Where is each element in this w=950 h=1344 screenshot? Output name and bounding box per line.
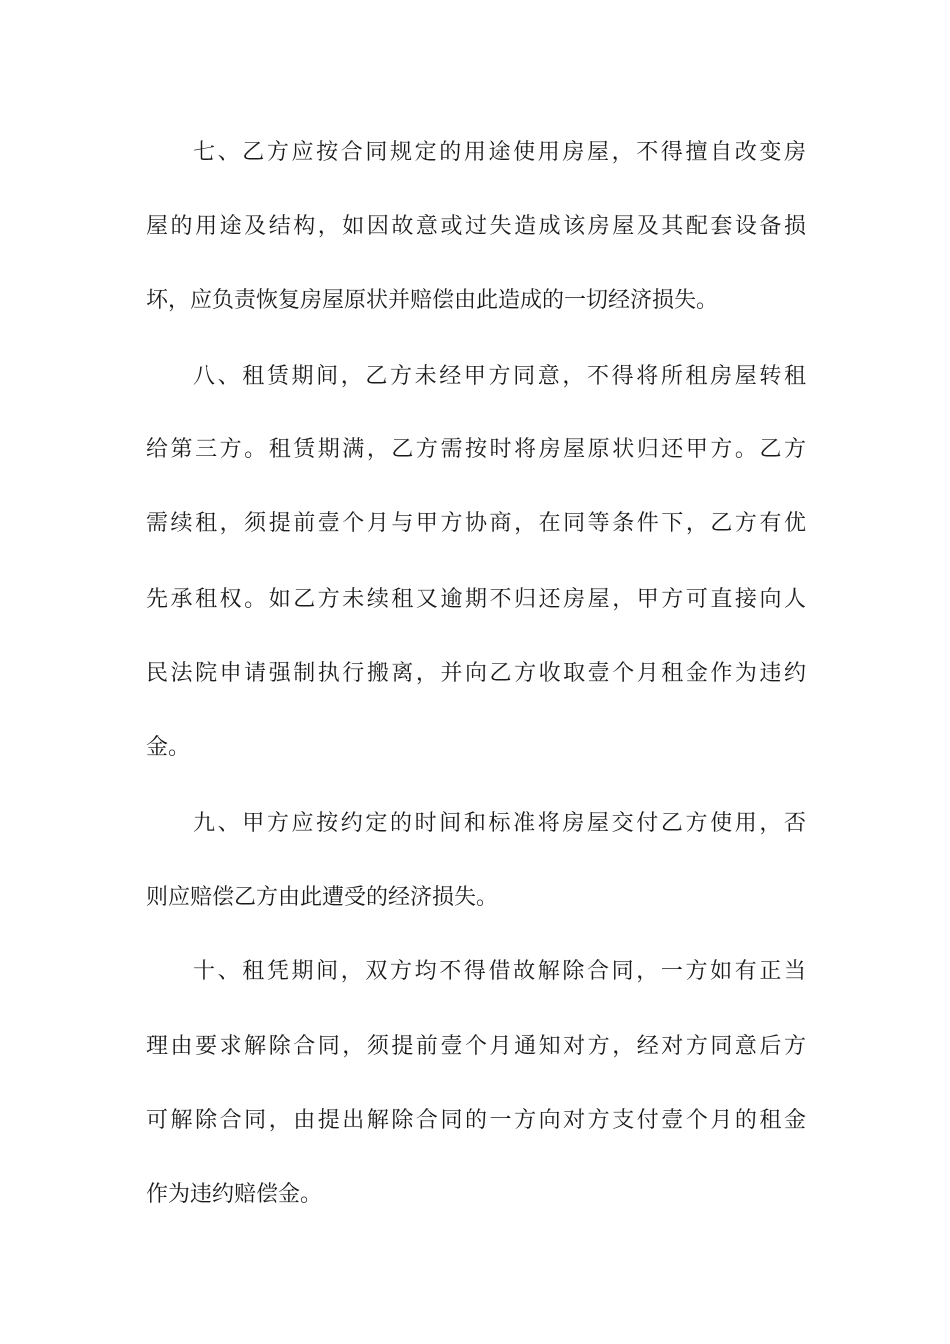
clause-10-line-4: 作为违约赔偿金。 bbox=[146, 1182, 323, 1207]
clause-8-line-6: 金。 bbox=[146, 735, 191, 760]
clause-8-line-4: 先承租权。如乙方未续租又逾期不归还房屋，甲方可直接向人 bbox=[146, 587, 806, 612]
clause-7-line-3: 坏，应负责恢复房屋原状并赔偿由此造成的一切经济损失。 bbox=[146, 288, 719, 313]
clause-8-line-3: 需续租，须提前壹个月与甲方协商，在同等条件下，乙方有优 bbox=[146, 511, 806, 536]
clause-8-line-5: 民法院申请强制执行搬离，并向乙方收取壹个月租金作为违约 bbox=[146, 661, 806, 686]
clause-9-line-1: 九、甲方应按约定的时间和标准将房屋交付乙方使用，否 bbox=[193, 811, 806, 836]
clause-10-line-2: 理由要求解除合同，须提前壹个月通知对方，经对方同意后方 bbox=[146, 1034, 806, 1059]
clause-7-line-1: 七、乙方应按合同规定的用途使用房屋，不得擅自改变房 bbox=[193, 140, 806, 165]
clause-8-line-1: 八、租赁期间，乙方未经甲方同意，不得将所租房屋转租 bbox=[193, 364, 806, 389]
clause-9-line-2: 则应赔偿乙方由此遭受的经济损失。 bbox=[146, 885, 499, 910]
clause-8-line-2: 给第三方。租赁期满，乙方需按时将房屋原状归还甲方。乙方 bbox=[146, 437, 806, 462]
clause-10-line-3: 可解除合同，由提出解除合同的一方向对方支付壹个月的租金 bbox=[146, 1108, 806, 1133]
clause-10-line-1: 十、租凭期间，双方均不得借故解除合同，一方如有正当 bbox=[193, 959, 806, 984]
clause-7-line-2: 屋的用途及结构，如因故意或过失造成该房屋及其配套设备损 bbox=[146, 214, 806, 239]
